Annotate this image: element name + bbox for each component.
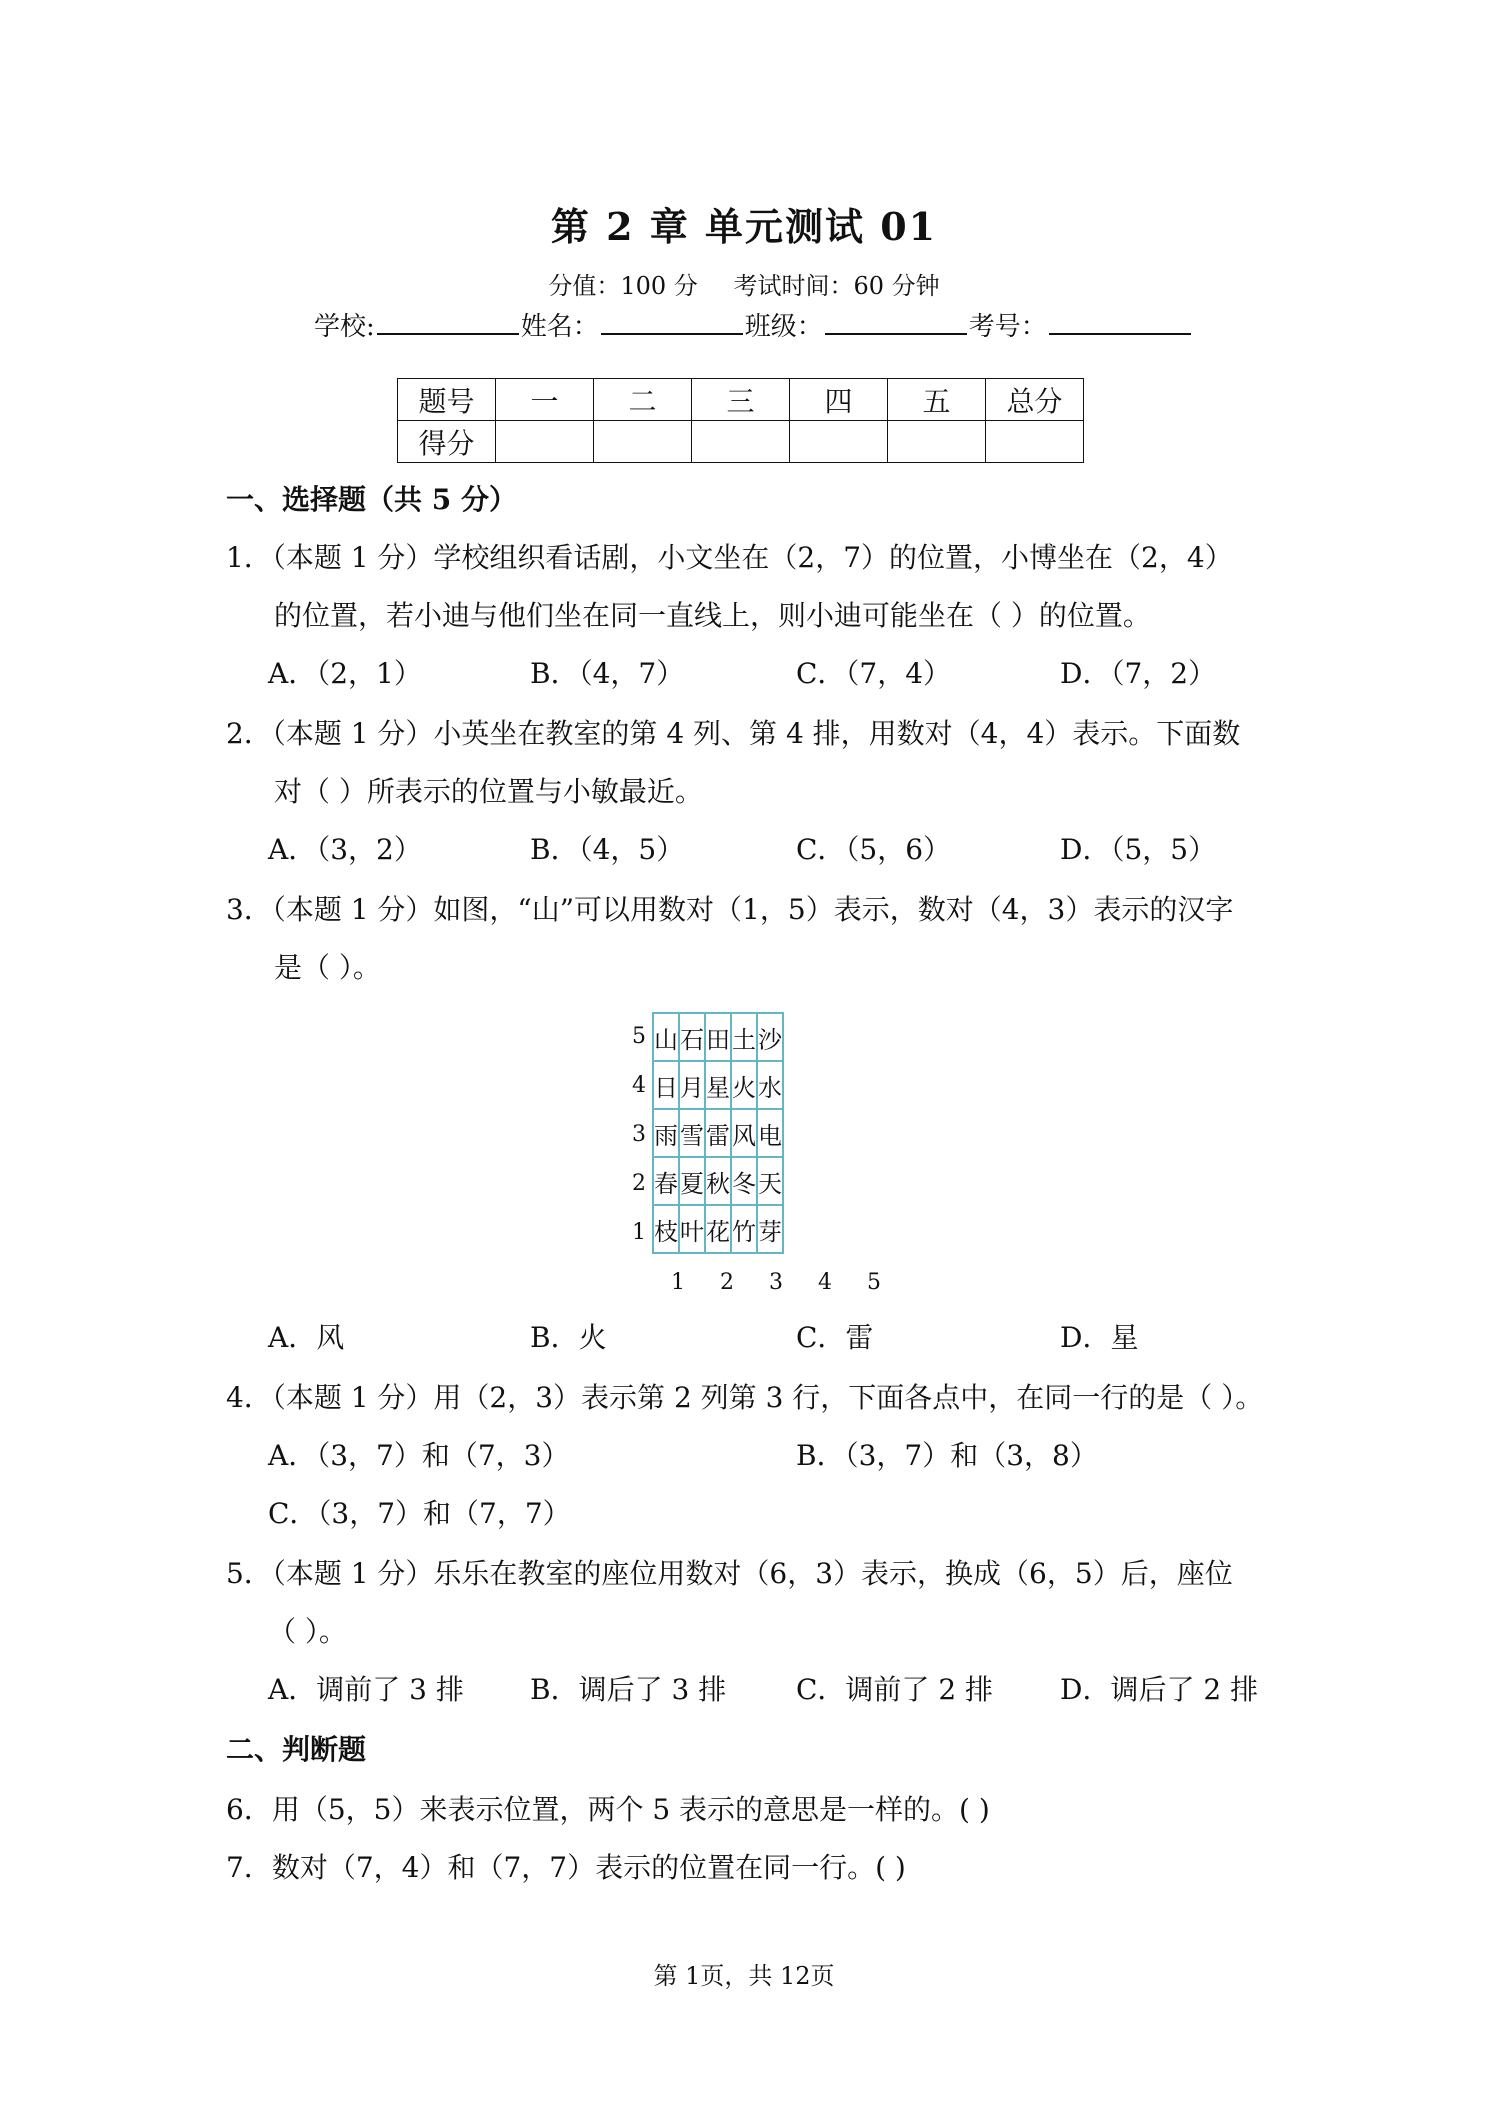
option-a[interactable]: A．（3，2）: [268, 833, 422, 866]
question-5-line2: （ ）。: [268, 1615, 347, 1648]
name-blank[interactable]: [601, 309, 743, 335]
question-2-line1: 2．（本题 1 分）小英坐在教室的第 4 列、第 4 排，用数对（4，4）表示。下面数: [226, 717, 1241, 750]
section-heading: 二、判断题: [226, 1733, 367, 1766]
x-axis-label: 3: [769, 1270, 783, 1295]
page-number: 第 1页，共 12页: [653, 1962, 835, 1990]
option-c[interactable]: C．（3，7）和（7，7）: [268, 1497, 571, 1530]
grid-cell: 竹: [731, 1205, 757, 1253]
question-5-line1: 5．（本题 1 分）乐乐在教室的座位用数对（6，3）表示，换成（6，5）后，座位: [226, 1557, 1233, 1590]
y-axis-label: 3: [632, 1122, 646, 1147]
score-cell: 三: [692, 379, 790, 421]
grid-cell: 冬: [731, 1157, 757, 1205]
character-grid: [652, 1012, 784, 1254]
option-a[interactable]: A．风: [268, 1321, 345, 1354]
grid-cell: 叶: [679, 1205, 705, 1253]
grid-cell: 星: [705, 1061, 731, 1109]
question-6: 6．用（5，5）来表示位置，两个 5 表示的意思是一样的。( ): [226, 1793, 990, 1826]
score-table: [397, 378, 1084, 463]
score-cell: 五: [888, 379, 986, 421]
option-c[interactable]: C．（5，6）: [796, 833, 952, 866]
option-b[interactable]: B．（3，7）和（3，8）: [796, 1439, 1098, 1472]
score-cell[interactable]: [888, 421, 986, 463]
grid-cell: 芽: [757, 1205, 783, 1253]
y-axis-label: 1: [632, 1220, 646, 1245]
option-d[interactable]: D．调后了 2 排: [1060, 1673, 1259, 1706]
option-a[interactable]: A．（2，1）: [268, 657, 422, 690]
score-value: 分值：100 分: [548, 272, 698, 300]
page-title: 第 2 章 单元测试 01: [550, 204, 938, 249]
grid-cell: 日: [653, 1061, 679, 1109]
option-d[interactable]: D．（5，5）: [1060, 833, 1217, 866]
score-cell: 四: [790, 379, 888, 421]
option-b[interactable]: B．火: [530, 1321, 607, 1354]
option-b[interactable]: B．（4，7）: [530, 657, 685, 690]
grid-row: [653, 1157, 783, 1205]
y-axis-label: 2: [632, 1171, 646, 1196]
x-axis-label: 5: [867, 1270, 881, 1295]
score-cell: 得分: [398, 421, 496, 463]
option-a[interactable]: A．（3，7）和（7，3）: [268, 1439, 570, 1472]
grid-cell: 田: [705, 1013, 731, 1061]
grid-cell: 火: [731, 1061, 757, 1109]
school-blank[interactable]: [377, 309, 519, 335]
x-axis-label: 4: [818, 1270, 832, 1295]
score-cell[interactable]: [790, 421, 888, 463]
score-cell: 题号: [398, 379, 496, 421]
question-2-line2: 对（ ）所表示的位置与小敏最近。: [274, 775, 703, 808]
section-heading: 一、选择题（共 5 分）: [226, 483, 517, 516]
option-a[interactable]: A．调前了 3 排: [268, 1673, 464, 1706]
class-blank[interactable]: [825, 309, 967, 335]
grid-cell: 水: [757, 1061, 783, 1109]
grid-cell: 枝: [653, 1205, 679, 1253]
question-1-line1: 1．（本题 1 分）学校组织看话剧，小文坐在（2，7）的位置，小博坐在（2，4）: [226, 541, 1233, 574]
option-c[interactable]: C．雷: [796, 1321, 874, 1354]
option-d[interactable]: D．（7，2）: [1060, 657, 1217, 690]
grid-cell: 雨: [653, 1109, 679, 1157]
grid-cell: 电: [757, 1109, 783, 1157]
grid-row: [653, 1061, 783, 1109]
grid-cell: 雷: [705, 1109, 731, 1157]
score-table-score-row: [398, 421, 1084, 463]
grid-cell: 春: [653, 1157, 679, 1205]
class-label: 班级：: [744, 312, 823, 342]
question-4-line1: 4．（本题 1 分）用（2，3）表示第 2 列第 3 行，下面各点中，在同一行的是（ ）。: [226, 1381, 1264, 1414]
grid-cell: 雪: [679, 1109, 705, 1157]
school-label: 学校:: [314, 312, 375, 342]
grid-cell: 花: [705, 1205, 731, 1253]
question-7: 7．数对（7，4）和（7，7）表示的位置在同一行。( ): [226, 1851, 906, 1884]
y-axis-label: 5: [632, 1024, 646, 1049]
score-cell[interactable]: [692, 421, 790, 463]
score-cell: 总分: [986, 379, 1084, 421]
score-cell[interactable]: [594, 421, 692, 463]
score-table-header-row: [398, 379, 1084, 421]
exam-meta: [0, 266, 1488, 301]
grid-row: [653, 1013, 783, 1061]
option-b[interactable]: B．（4，5）: [530, 833, 685, 866]
student-info-line: [314, 306, 1193, 343]
option-b[interactable]: B．调后了 3 排: [530, 1673, 727, 1706]
y-axis-label: 4: [632, 1073, 646, 1098]
name-label: 姓名：: [520, 312, 599, 342]
exam-number-label: 考号：: [968, 312, 1047, 342]
grid-row: [653, 1205, 783, 1253]
score-cell[interactable]: [496, 421, 594, 463]
x-axis-label: 1: [671, 1270, 685, 1295]
option-d[interactable]: D．星: [1060, 1321, 1139, 1354]
grid-cell: 天: [757, 1157, 783, 1205]
grid-row: [653, 1109, 783, 1157]
grid-cell: 秋: [705, 1157, 731, 1205]
question-3-line1: 3．（本题 1 分）如图，“山”可以用数对（1，5）表示，数对（4，3）表示的汉字: [226, 893, 1234, 926]
grid-cell: 石: [679, 1013, 705, 1061]
grid-cell: 风: [731, 1109, 757, 1157]
grid-cell: 月: [679, 1061, 705, 1109]
grid-cell: 夏: [679, 1157, 705, 1205]
grid-cell: 土: [731, 1013, 757, 1061]
grid-cell: 山: [653, 1013, 679, 1061]
exam-time: 考试时间：60 分钟: [733, 272, 940, 300]
option-c[interactable]: C．调前了 2 排: [796, 1673, 994, 1706]
score-cell: 二: [594, 379, 692, 421]
question-1-line2: 的位置，若小迪与他们坐在同一直线上，则小迪可能坐在（ ）的位置。: [274, 599, 1151, 632]
score-cell[interactable]: [986, 421, 1084, 463]
option-c[interactable]: C．（7，4）: [796, 657, 952, 690]
grid-cell: 沙: [757, 1013, 783, 1061]
score-cell: 一: [496, 379, 594, 421]
question-3-line2: 是（ ）。: [274, 951, 381, 984]
x-axis-label: 2: [720, 1270, 734, 1295]
exam-number-blank[interactable]: [1049, 309, 1191, 335]
